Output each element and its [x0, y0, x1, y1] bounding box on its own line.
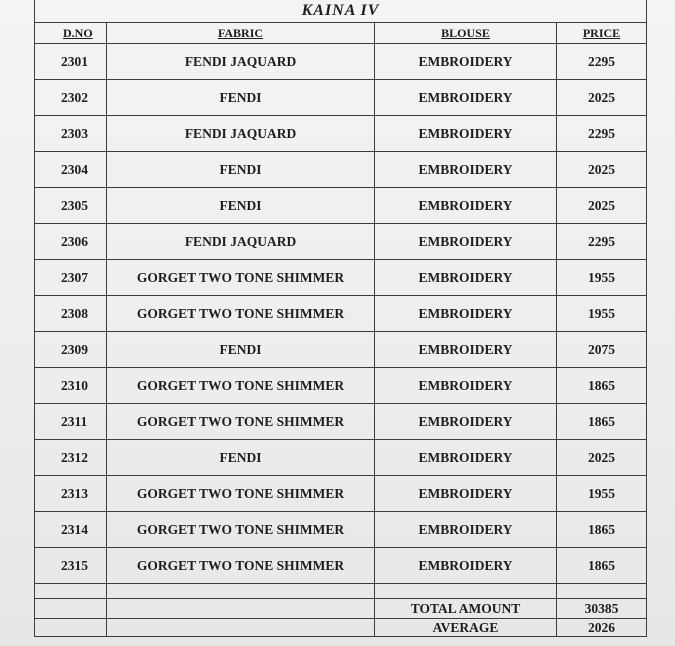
price-cell: 2025 — [557, 80, 647, 116]
blank-cell — [107, 619, 375, 637]
fabric-cell: FENDI JAQUARD — [107, 44, 375, 80]
header-price: PRICE — [557, 23, 647, 44]
dno-cell: 2307 — [35, 260, 107, 296]
header-row — [35, 23, 647, 44]
blouse-cell: EMBROIDERY — [375, 80, 557, 116]
price-cell: 2295 — [557, 224, 647, 260]
blank-cell — [375, 584, 557, 599]
dno-cell: 2314 — [35, 512, 107, 548]
dno-cell: 2309 — [35, 332, 107, 368]
dno-cell: 2312 — [35, 440, 107, 476]
collection-title: KAINA IV — [35, 0, 647, 23]
price-table — [34, 0, 647, 637]
table-row — [35, 224, 647, 260]
table-row — [35, 332, 647, 368]
price-cell: 2075 — [557, 332, 647, 368]
fabric-cell: FENDI — [107, 188, 375, 224]
dno-cell: 2308 — [35, 296, 107, 332]
dno-cell: 2311 — [35, 404, 107, 440]
fabric-cell: FENDI — [107, 80, 375, 116]
price-cell: 1865 — [557, 368, 647, 404]
fabric-cell: GORGET TWO TONE SHIMMER — [107, 476, 375, 512]
blouse-cell: EMBROIDERY — [375, 260, 557, 296]
average-label: AVERAGE — [375, 619, 557, 637]
header-fabric: FABRIC — [107, 23, 375, 44]
dno-cell: 2305 — [35, 188, 107, 224]
dno-cell: 2303 — [35, 116, 107, 152]
blouse-cell: EMBROIDERY — [375, 116, 557, 152]
fabric-cell: FENDI — [107, 440, 375, 476]
blouse-cell: EMBROIDERY — [375, 224, 557, 260]
table-row — [35, 260, 647, 296]
blank-cell — [35, 599, 107, 619]
header-dno: D.NO — [35, 23, 107, 44]
blank-cell — [35, 619, 107, 637]
price-cell: 1955 — [557, 296, 647, 332]
fabric-cell: GORGET TWO TONE SHIMMER — [107, 368, 375, 404]
fabric-cell: FENDI JAQUARD — [107, 224, 375, 260]
blouse-cell: EMBROIDERY — [375, 512, 557, 548]
table-row — [35, 368, 647, 404]
price-cell: 2295 — [557, 44, 647, 80]
table-row — [35, 404, 647, 440]
price-cell: 2295 — [557, 116, 647, 152]
dno-cell: 2310 — [35, 368, 107, 404]
blouse-cell: EMBROIDERY — [375, 152, 557, 188]
blank-row — [35, 584, 647, 599]
table-row — [35, 44, 647, 80]
table-row — [35, 512, 647, 548]
price-cell: 1865 — [557, 404, 647, 440]
table-row — [35, 296, 647, 332]
dno-cell: 2302 — [35, 80, 107, 116]
table-row — [35, 476, 647, 512]
blouse-cell: EMBROIDERY — [375, 404, 557, 440]
fabric-cell: GORGET TWO TONE SHIMMER — [107, 404, 375, 440]
header-blouse: BLOUSE — [375, 23, 557, 44]
dno-cell: 2301 — [35, 44, 107, 80]
price-cell: 1955 — [557, 476, 647, 512]
fabric-cell: GORGET TWO TONE SHIMMER — [107, 260, 375, 296]
blouse-cell: EMBROIDERY — [375, 368, 557, 404]
blouse-cell: EMBROIDERY — [375, 296, 557, 332]
total-label: TOTAL AMOUNT — [375, 599, 557, 619]
blouse-cell: EMBROIDERY — [375, 476, 557, 512]
table-row — [35, 188, 647, 224]
fabric-cell: FENDI JAQUARD — [107, 116, 375, 152]
blank-cell — [107, 584, 375, 599]
fabric-cell: GORGET TWO TONE SHIMMER — [107, 512, 375, 548]
price-list-sheet — [34, 0, 646, 646]
table-row — [35, 440, 647, 476]
average-row — [35, 619, 647, 637]
blank-cell — [107, 599, 375, 619]
price-cell: 2025 — [557, 152, 647, 188]
fabric-cell: FENDI — [107, 152, 375, 188]
fabric-cell: GORGET TWO TONE SHIMMER — [107, 548, 375, 584]
price-cell: 1865 — [557, 548, 647, 584]
fabric-cell: GORGET TWO TONE SHIMMER — [107, 296, 375, 332]
dno-cell: 2304 — [35, 152, 107, 188]
blank-cell — [35, 584, 107, 599]
table-row — [35, 152, 647, 188]
fabric-cell: FENDI — [107, 332, 375, 368]
average-value: 2026 — [557, 619, 647, 637]
blouse-cell: EMBROIDERY — [375, 440, 557, 476]
table-row — [35, 116, 647, 152]
total-row — [35, 599, 647, 619]
table-row — [35, 548, 647, 584]
blouse-cell: EMBROIDERY — [375, 44, 557, 80]
table-row — [35, 80, 647, 116]
blouse-cell: EMBROIDERY — [375, 548, 557, 584]
dno-cell: 2313 — [35, 476, 107, 512]
blouse-cell: EMBROIDERY — [375, 188, 557, 224]
dno-cell: 2306 — [35, 224, 107, 260]
price-cell: 2025 — [557, 188, 647, 224]
blank-cell — [557, 584, 647, 599]
price-cell: 1955 — [557, 260, 647, 296]
price-cell: 2025 — [557, 440, 647, 476]
dno-cell: 2315 — [35, 548, 107, 584]
total-value: 30385 — [557, 599, 647, 619]
title-row — [35, 0, 647, 23]
blouse-cell: EMBROIDERY — [375, 332, 557, 368]
price-cell: 1865 — [557, 512, 647, 548]
